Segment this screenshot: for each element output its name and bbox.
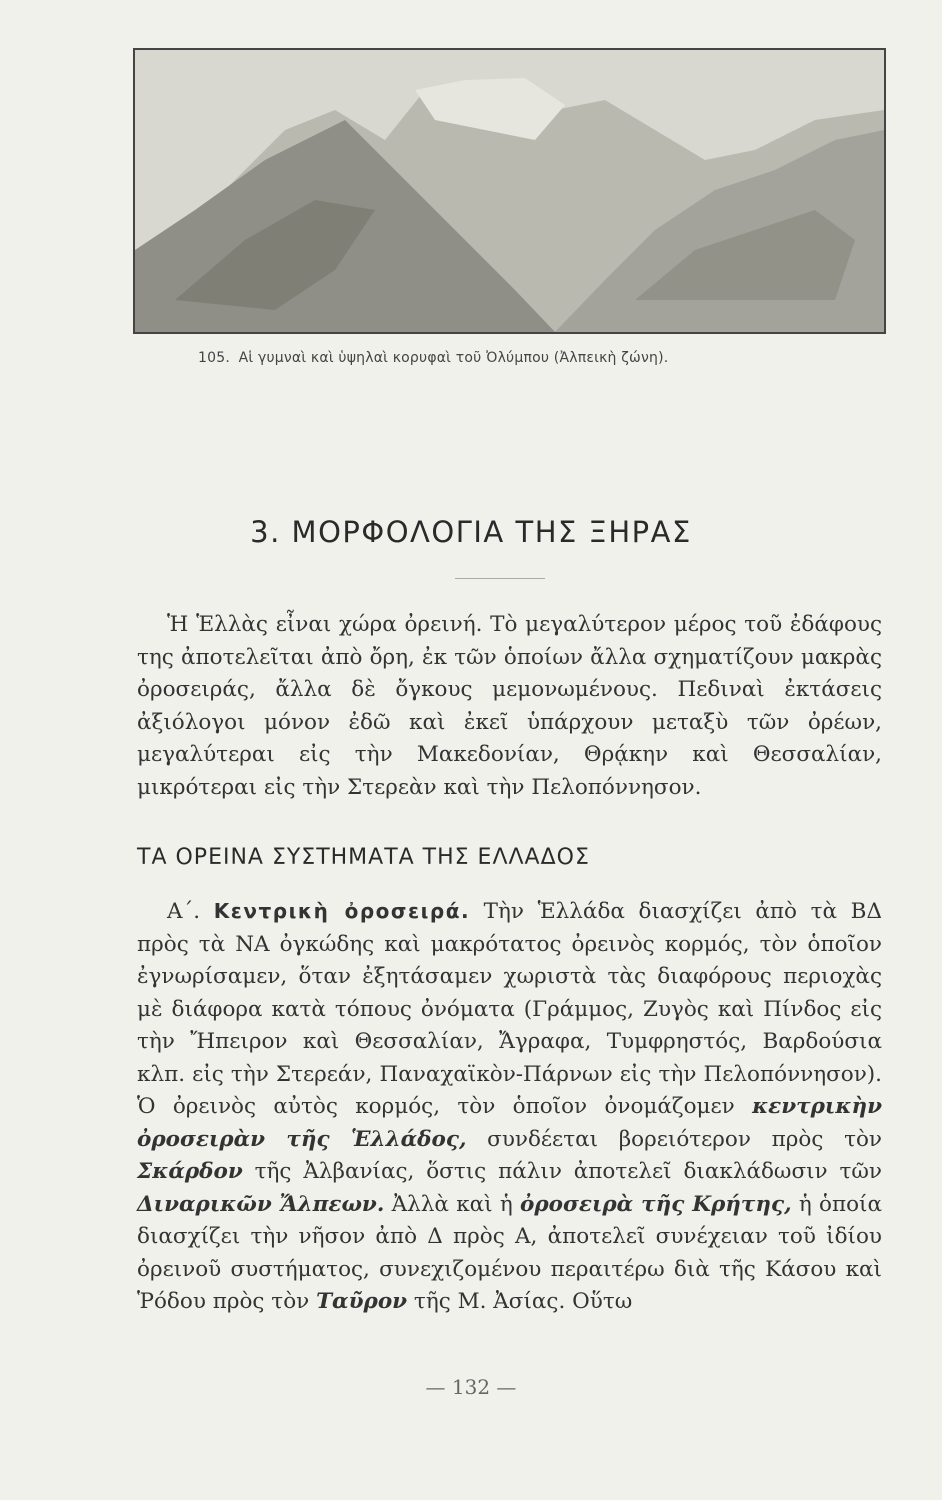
section-heading: ΤΑ ΟΡΕΙΝΑ ΣΥΣΤΗΜΑΤΑ ΤΗΣ ΕΛΛΑΔΟΣ bbox=[137, 845, 590, 870]
emphasis-term: ὀροσειρὰ τῆς Κρήτης, bbox=[520, 1191, 792, 1217]
emphasis-term: κεντρικὴν ὀροσειρὰν τῆς Ἑλλάδος, bbox=[137, 1094, 882, 1152]
figure-number: 105. bbox=[198, 350, 230, 366]
paragraph-lead: Κεντρικὴ ὀροσειρά. bbox=[213, 899, 471, 923]
paragraph-marker: Α΄. bbox=[167, 899, 201, 924]
divider bbox=[455, 578, 545, 579]
emphasis-term: Ταῦρον bbox=[316, 1289, 408, 1314]
paragraph-text: Τὴν Ἑλλάδα διασχίζει ἀπὸ τὰ ΒΔ πρὸς τὰ ΝΑ ὀγκώδης καὶ μακρότατος ὀρεινὸς κορμός, τὸν ὁποῖον ἐγνωρίσαμεν, ὅταν ἐξητάσαμεν χωριστὰ τὰς διαφόρους περιοχὰς μὲ διάφορα κατὰ τόπους ὀνόματα (Γράμμος, Ζυγὸς καὶ Πίνδος εἰς τὴν Ἤπειρον καὶ Θεσσαλίαν, Ἄγραφα, Τυμφρηστός, Βαρδούσια κλπ. εἰς τὴν Στερεάν, Παναχαϊκὸν-Πάρνων εἰς τὴν Πελοπόννησον). Ὁ ὀρεινὸς αὐτὸς κορμός, τὸν ὁποῖον ὀνομάζομεν bbox=[137, 899, 882, 1119]
olympus-photo bbox=[133, 48, 886, 334]
figure-caption bbox=[198, 350, 838, 366]
chapter-title: 3. ΜΟΡΦΟΛΟΓΙΑ ΤΗΣ ΞΗΡΑΣ bbox=[250, 515, 692, 549]
page-number: — 132 — bbox=[425, 1375, 517, 1399]
emphasis-term: Διναρικῶν Ἄλπεων. bbox=[137, 1191, 385, 1217]
paragraph-text: τῆς Ἀλβανίας, ὅστις πάλιν ἀποτελεῖ διακλάδωσιν τῶν bbox=[242, 1159, 882, 1184]
paragraph-text: τῆς Μ. Ἀσίας. Οὕτω bbox=[407, 1289, 633, 1314]
paragraph-text: Ἀλλὰ καὶ ἡ bbox=[384, 1191, 521, 1217]
paragraph-text: συνδέεται βορειότερον πρὸς τὸν bbox=[466, 1126, 883, 1152]
emphasis-term: Σκάρδον bbox=[137, 1159, 243, 1184]
intro-paragraph: Ἡ Ἑλλὰς εἶναι χώρα ὀρεινή. Τὸ μεγαλύτερον μέρος τοῦ ἐδάφους της ἀποτελεῖται ἀπὸ ὄρη, ἐκ τῶν ὁποίων ἄλλα σχηματίζουν μακρὰς ὀροσειράς, ἄλλα δὲ ὄγκους μεμονωμένους. Πεδιναὶ ἐκτάσεις ἀξιόλογοι μόνον ἐδῶ καὶ ἐκεῖ ὑπάρχουν μεταξὺ τῶν ὀρέων, μεγαλύτεραι εἰς τὴν Μακεδονίαν, Θρᾴκην καὶ Θεσσαλίαν, μικρότεραι εἰς τὴν Στερεὰν καὶ τὴν Πελοπόννησον. bbox=[137, 612, 882, 800]
paragraph-text: ἡ ὁποία διασχίζει τὴν νῆσον ἀπὸ Δ πρὸς Α, ἀποτελεῖ συνέχειαν τοῦ ἰδίου ὀρεινοῦ συστήματος, συνεχιζομένου περαιτέρω διὰ τῆς Κάσου καὶ Ῥόδου πρὸς τὸν bbox=[137, 1191, 882, 1314]
section-paragraph bbox=[137, 895, 882, 1319]
mountain-illustration bbox=[135, 50, 884, 332]
figure-caption-text: Αἱ γυμναὶ καὶ ὑψηλαὶ κορυφαὶ τοῦ Ὀλύμπου (Ἀλπεικὴ ζώνη). bbox=[238, 350, 669, 366]
